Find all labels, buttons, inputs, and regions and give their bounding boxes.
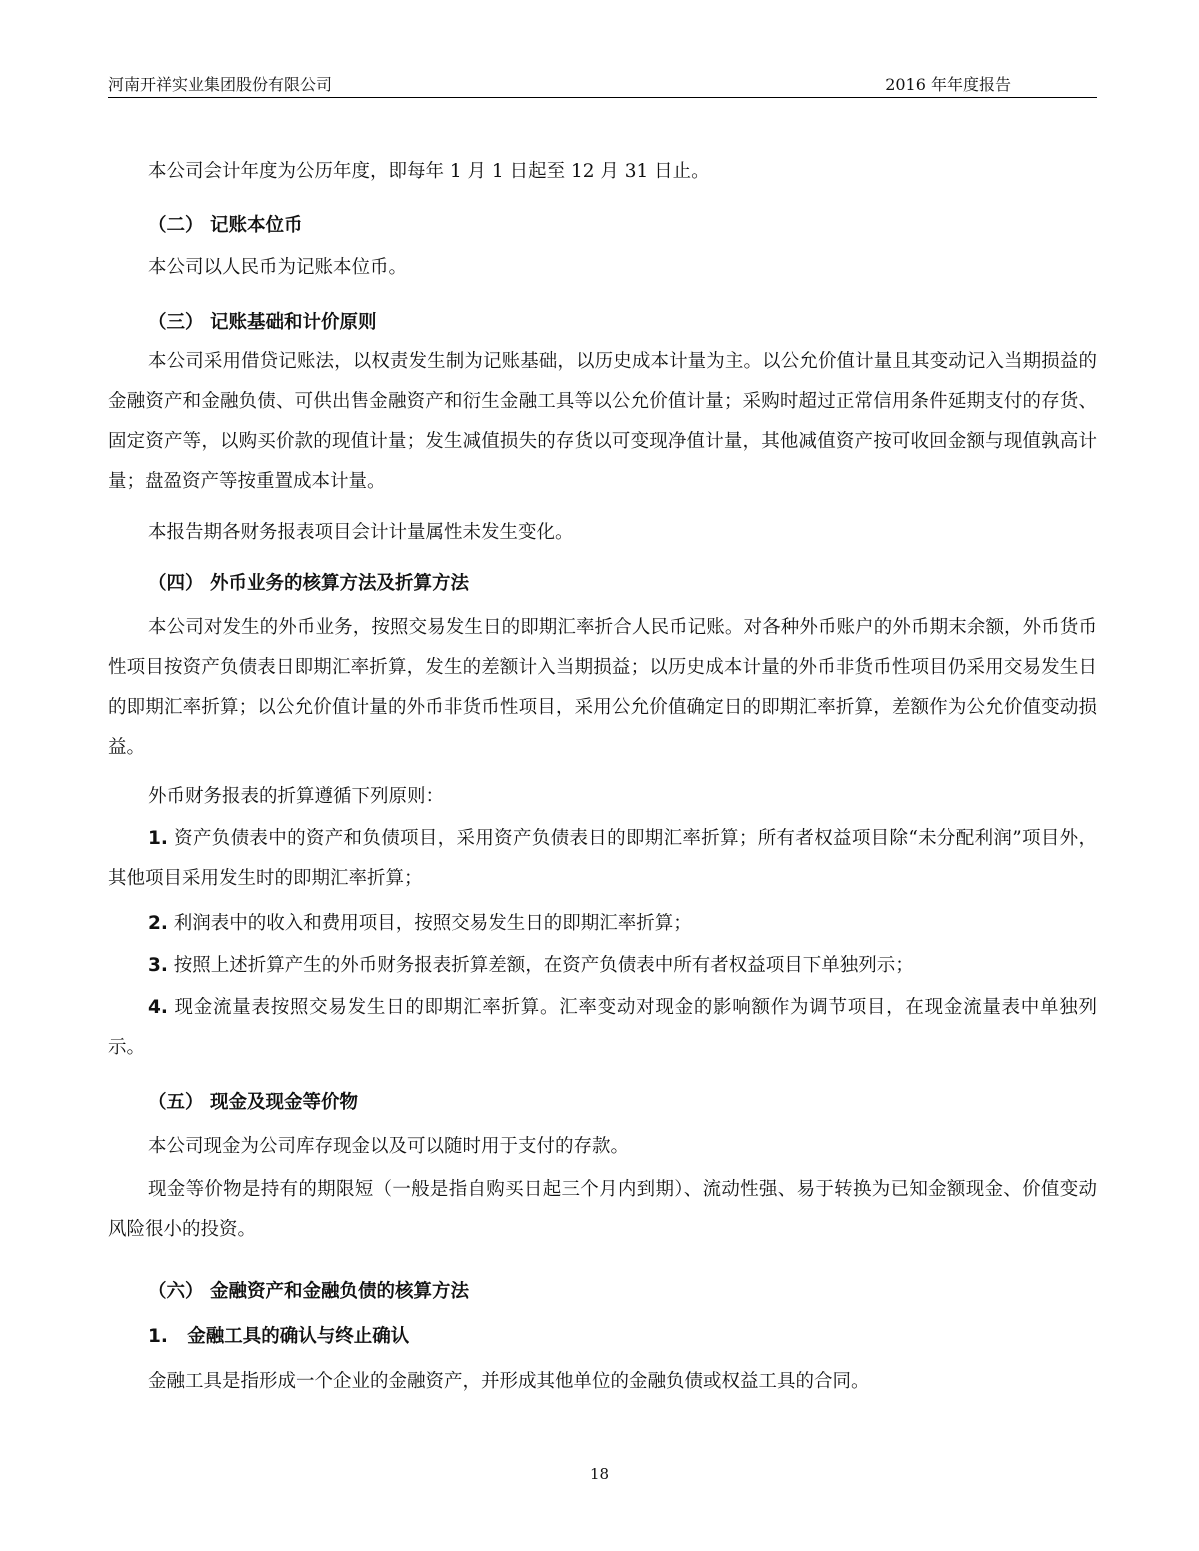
paragraph-financial-instrument: 金融工具是指形成一个企业的金融资产，并形成其他单位的金融负债或权益工具的合同。 <box>148 1371 870 1392</box>
list-text: 按照上述折算产生的外币财务报表折算差额，在资产负债表中所有者权益项目下单独列示； <box>173 955 914 976</box>
heading-currency: （二） 记账本位币 <box>148 215 303 236</box>
header-rule <box>108 97 1097 98</box>
list-text: 现金流量表按照交易发生日的即期汇率折算。汇率变动对现金的影响额作为调节项目，在现金流量表中单独列示。 <box>108 997 1097 1058</box>
list-number: 3. <box>148 955 168 976</box>
paragraph-basis-note: 本报告期各财务报表项目会计计量属性未发生变化。 <box>148 522 574 543</box>
paragraph-currency: 本公司以人民币为记账本位币。 <box>148 257 408 278</box>
heading-cash: （五） 现金及现金等价物 <box>148 1092 358 1113</box>
heading-fx: （四） 外币业务的核算方法及折算方法 <box>148 573 469 594</box>
list-item-fx-rule-1 <box>108 819 1097 899</box>
paragraph-fiscal-year: 本公司会计年度为公历年度，即每年 1 月 1 日起至 12 月 31 日止。 <box>148 161 710 182</box>
paragraph-basis: 本公司采用借贷记账法，以权责发生制为记账基础，以历史成本计量为主。以公允价值计量且其变动记入当期损益的金融资产和金融负债、可供出售金融资产和衍生金融工具等以公允价值计量；采购时超过正常信用条件延期支付的存货、固定资产等，以购买价款的现值计量；发生减值损失的存货以可变现净值计量，其他减值资产按可收回金额与现值孰高计量；盘盈资产等按重置成本计量。 <box>108 351 1097 492</box>
company-name: 河南开祥实业集团股份有限公司 <box>108 75 333 94</box>
subheading-recognition <box>148 1325 409 1349</box>
list-number: 4. <box>148 997 168 1018</box>
list-text: 资产负债表中的资产和负债项目，采用资产负债表日的即期汇率折算；所有者权益项目除“未分配利润”项目外，其他项目采用发生时的即期汇率折算； <box>108 828 1098 889</box>
list-item-fx-rule-4 <box>108 988 1097 1068</box>
list-item-fx-rule-2 <box>108 904 1097 944</box>
page-number: 18 <box>589 1465 610 1483</box>
subheading-number: 1. <box>148 1326 168 1347</box>
paragraph-cash: 本公司现金为公司库存现金以及可以随时用于支付的存款。 <box>148 1136 630 1157</box>
report-title: 2016 年年度报告 <box>885 75 1011 94</box>
list-item-fx-rule-3 <box>108 946 1097 986</box>
list-number: 2. <box>148 913 168 934</box>
heading-basis: （三） 记账基础和计价原则 <box>148 312 377 333</box>
page-header <box>108 74 1097 96</box>
paragraph-cash-equivalents: 现金等价物是持有的期限短（一般是指自购买日起三个月内到期）、流动性强、易于转换为已知金额现金、价值变动风险很小的投资。 <box>108 1179 1097 1240</box>
paragraph-fx-intro: 外币财务报表的折算遵循下列原则： <box>148 786 445 807</box>
list-number: 1. <box>148 828 168 849</box>
heading-financial-assets: （六） 金融资产和金融负债的核算方法 <box>148 1281 469 1302</box>
subheading-text: 金融工具的确认与终止确认 <box>187 1326 410 1347</box>
list-text: 利润表中的收入和费用项目，按照交易发生日的即期汇率折算； <box>173 913 692 934</box>
paragraph-fx-main: 本公司对发生的外币业务，按照交易发生日的即期汇率折合人民币记账。对各种外币账户的外币期末余额，外币货币性项目按资产负债表日即期汇率折算，发生的差额计入当期损益；以历史成本计量的外币非货币性项目仍采用交易发生日的即期汇率折算；以公允价值计量的外币非货币性项目，采用公允价值确定日的即期汇率折算，差额作为公允价值变动损益。 <box>108 617 1097 758</box>
